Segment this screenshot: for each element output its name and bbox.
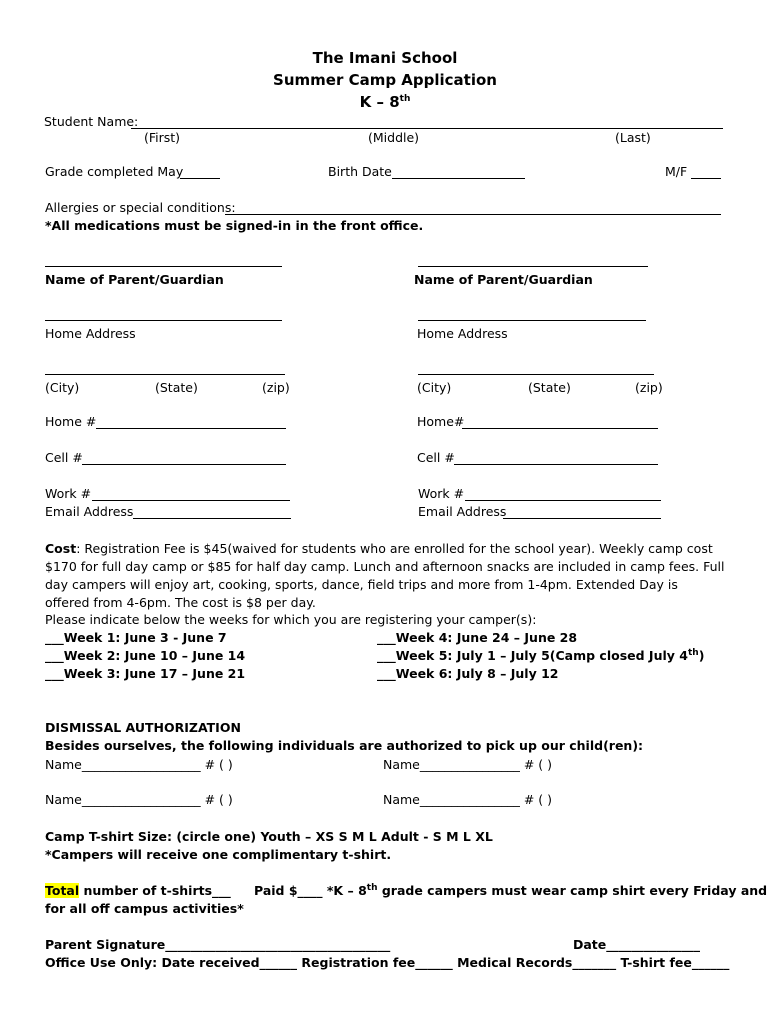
- guardian2-address-label: Home Address: [417, 326, 508, 341]
- guardian2-city-field[interactable]: [418, 374, 654, 375]
- guardian2-address-field[interactable]: [418, 320, 646, 321]
- office-use-line: Office Use Only: Date received______ Registration fee______ Medical Records_______ T-shirt fee______: [45, 955, 730, 970]
- birth-date-label: Birth Date: [328, 164, 392, 179]
- middle-caption: (Middle): [368, 130, 420, 145]
- sex-label: M/F: [665, 164, 688, 179]
- paid-line-2: for all off campus activities*: [45, 901, 244, 916]
- guardian1-name-field[interactable]: [45, 266, 282, 267]
- guardian1-cell-label: Cell #: [45, 450, 83, 465]
- week-5-sup: th: [687, 647, 699, 658]
- guardian1-city-field[interactable]: [45, 374, 285, 375]
- guardian2-zip-label: (zip): [635, 380, 663, 395]
- week-5-text: ___Week 5: July 1 – July 5(Camp closed July 4: [377, 648, 688, 663]
- guardian2-cell-label: Cell #: [417, 450, 455, 465]
- week-4-option[interactable]: ___Week 4: June 24 – June 28: [377, 630, 578, 645]
- pickup-person-3[interactable]: Name___________________ # ( ): [45, 792, 233, 807]
- guardian2-name-label: Name of Parent/Guardian: [414, 272, 593, 287]
- birth-date-field[interactable]: [392, 178, 525, 179]
- guardian2-city-label: (City): [417, 380, 452, 395]
- guardian1-city-label: (City): [45, 380, 80, 395]
- guardian2-email-field[interactable]: [503, 518, 661, 519]
- guardian2-home-label: Home#: [417, 414, 465, 429]
- cost-text: : Registration Fee is $45(waived for students who are enrolled for the school year). Weekly camp cost $170 for full day camp or $85 for half day camp. Lunch and afternoon snacks are included in camp fees. Full day campers will enjoy art, cooking, sports, dance, field trips and more from 1-4pm. Extended Day is offered from 4-6pm. The cost is $8 per day.: [45, 541, 725, 610]
- tshirt-note: *Campers will receive one complimentary t-shirt.: [45, 847, 392, 862]
- guardian2-name-field[interactable]: [418, 266, 648, 267]
- guardian1-home-field[interactable]: [96, 428, 286, 429]
- weeks-intro: Please indicate below the weeks for which you are registering your camper(s):: [45, 612, 537, 627]
- pickup-person-1[interactable]: Name___________________ # ( ): [45, 757, 233, 772]
- guardian1-work-field[interactable]: [92, 500, 290, 501]
- signature-date[interactable]: Date_______________: [573, 937, 701, 952]
- grade-range-base: K – 8: [359, 93, 400, 111]
- tshirt-total-line[interactable]: [45, 883, 231, 899]
- paid-rest: grade campers must wear camp shirt every Friday and: [377, 883, 768, 898]
- guardian1-home-label: Home #: [45, 414, 97, 429]
- total-rest: number of t-shirts___: [79, 883, 231, 898]
- sex-field[interactable]: [691, 178, 721, 179]
- guardian1-email-field[interactable]: [133, 518, 291, 519]
- student-name-field[interactable]: [131, 128, 723, 129]
- first-caption: (First): [144, 130, 181, 145]
- medications-note: *All medications must be signed-in in the front office.: [45, 218, 424, 233]
- last-caption: (Last): [615, 130, 651, 145]
- parent-signature[interactable]: Parent Signature____________________________________: [45, 937, 391, 952]
- guardian2-home-field[interactable]: [462, 428, 658, 429]
- week-3-option[interactable]: ___Week 3: June 17 – June 21: [45, 666, 246, 681]
- cost-label: Cost: [45, 541, 77, 556]
- week-1-option[interactable]: ___Week 1: June 3 - June 7: [45, 630, 227, 645]
- cost-paragraph: [45, 540, 725, 612]
- paid-sup: th: [366, 882, 378, 893]
- guardian2-work-field[interactable]: [465, 500, 661, 501]
- student-name-label: Student Name:: [44, 114, 139, 129]
- guardian2-state-label: (State): [528, 380, 571, 395]
- paid-text: Paid $____ *K – 8: [254, 883, 367, 898]
- grade-label: Grade completed May: [45, 164, 184, 179]
- guardian1-state-label: (State): [155, 380, 198, 395]
- school-name: The Imani School: [312, 49, 458, 67]
- tshirt-size-line[interactable]: Camp T-shirt Size: (circle one) Youth – XS S M L Adult - S M L XL: [45, 829, 493, 844]
- grade-range: [0, 92, 770, 112]
- total-highlight: Total: [45, 883, 80, 898]
- week-6-option[interactable]: ___Week 6: July 8 – July 12: [377, 666, 559, 681]
- guardian1-email-label: Email Address: [45, 504, 134, 519]
- grade-field[interactable]: [180, 178, 220, 179]
- guardian1-work-label: Work #: [45, 486, 92, 501]
- week-2-option[interactable]: ___Week 2: June 10 – June 14: [45, 648, 246, 663]
- pickup-person-2[interactable]: Name________________ # ( ): [383, 757, 553, 772]
- dismissal-title: DISMISSAL AUTHORIZATION: [45, 720, 241, 735]
- guardian1-address-label: Home Address: [45, 326, 136, 341]
- grade-range-sup: th: [399, 94, 411, 104]
- guardian1-cell-field[interactable]: [82, 464, 286, 465]
- guardian2-work-label: Work #: [418, 486, 465, 501]
- allergies-label: Allergies or special conditions:: [45, 200, 236, 215]
- guardian2-cell-field[interactable]: [454, 464, 658, 465]
- week-5-option[interactable]: [377, 648, 704, 664]
- allergies-field[interactable]: [225, 214, 721, 215]
- form-title: Summer Camp Application: [273, 71, 497, 89]
- paid-line[interactable]: [254, 883, 767, 899]
- guardian1-zip-label: (zip): [262, 380, 290, 395]
- guardian1-address-field[interactable]: [45, 320, 282, 321]
- week-5-end: ): [698, 648, 705, 663]
- pickup-person-4[interactable]: Name________________ # ( ): [383, 792, 553, 807]
- dismissal-intro: Besides ourselves, the following individuals are authorized to pick up our child(ren):: [45, 738, 644, 753]
- guardian1-name-label: Name of Parent/Guardian: [45, 272, 224, 287]
- guardian2-email-label: Email Address: [418, 504, 507, 519]
